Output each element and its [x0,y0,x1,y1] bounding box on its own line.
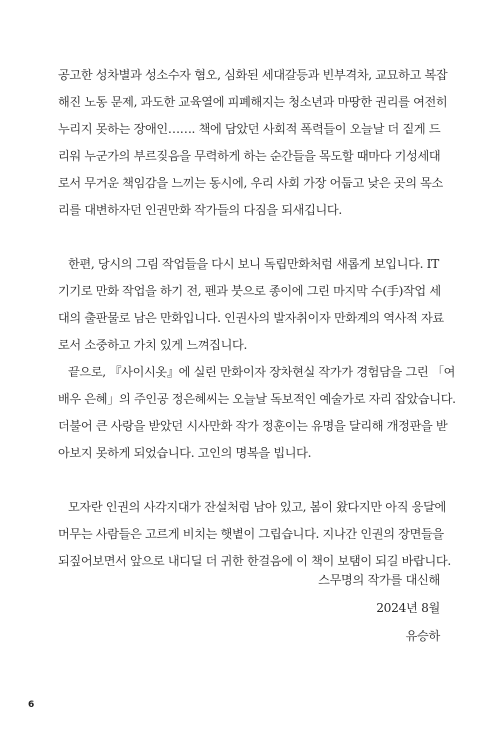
text-line: 모자란 인권의 사각지대가 잔설처럼 남아 있고, 봄이 왔다지만 아직 응달에 [68,500,446,514]
text-line: 더불어 큰 사랑을 받았던 시사만화 작가 정훈이는 유명을 달리해 개정판을 받 [58,419,448,433]
text-line: 머무는 사람들은 고르게 비치는 햇볕이 그립습니다. 지나간 인권의 장면들을 [58,527,444,541]
text-line: 해진 노동 문제, 과도한 교육열에 피폐해지는 청소년과 마땅한 권리를 여전히 [58,95,448,109]
text-line: 아보지 못하게 되었습니다. 고인의 명복을 빕니다. [58,446,312,460]
text-line: 되짚어보면서 앞으로 내디딜 더 귀한 한걸음에 이 책이 보탬이 되길 바랍니다. [58,554,451,568]
paragraph-2 [58,251,448,359]
signature-date: 2024년 8월 [376,601,440,615]
signature-block [318,566,440,650]
text-line: 리워 누군가의 부르짖음을 무력하게 하는 순간들을 목도할 때마다 기성세대 [58,149,441,163]
paragraph-4 [58,494,451,575]
text-line: 로서 소중하고 가치 있게 느껴집니다. [58,338,247,352]
paragraph-spacer [58,224,448,251]
signature-name: 유승하 [405,629,440,643]
preface-body [58,62,456,575]
text-line: 끝으로, 『사이시옷』에 실린 만화이자 장차현실 작가가 경험담을 그린 「여 [68,365,456,379]
page-number: 6 [28,700,35,710]
signature-on-behalf: 스무명의 작가를 대신해 [318,573,440,587]
text-line: 한편, 당시의 그림 작업들을 다시 보니 독립만화처럼 새롭게 보입니다. IT [68,257,439,271]
text-line: 대의 출판물로 남은 만화입니다. 인권사의 발자취이자 만화계의 역사적 자료 [58,311,444,325]
paragraph-spacer [58,467,448,494]
text-line: 배우 은혜」의 주인공 정은혜씨는 오늘날 독보적인 예술가로 자리 잡았습니다. [58,392,456,406]
paragraph-1 [58,62,448,224]
text-line: 누리지 못하는 장애인……. 책에 담았던 사회적 폭력들이 오늘날 더 짙게 드 [58,122,441,136]
text-line: 리를 대변하자던 인권만화 작가들의 다짐을 되새깁니다. [58,203,342,217]
paragraph-3 [58,359,456,467]
text-line: 공고한 성차별과 성소수자 혐오, 심화된 세대갈등과 빈부격차, 교묘하고 복잡 [58,68,448,82]
text-line: 로서 무거운 책임감을 느끼는 동시에, 우리 사회 가장 어둡고 낮은 곳의 목소 [58,176,443,190]
text-line: 기기로 만화 작업을 하기 전, 펜과 붓으로 종이에 그린 마지막 수(手)작업 세 [58,284,441,298]
